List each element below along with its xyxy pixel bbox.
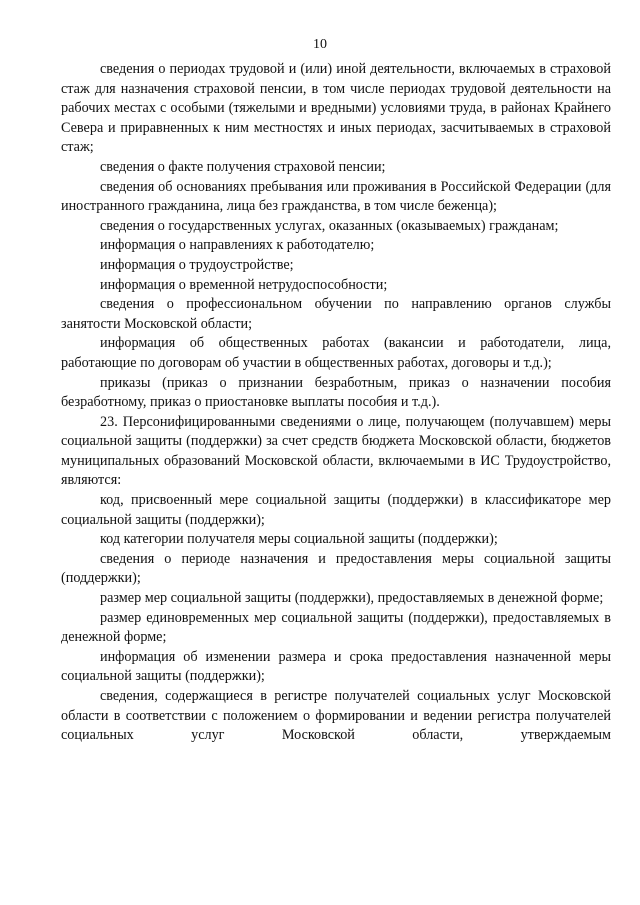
paragraph-orders: приказы (приказ о признании безработным, приказ о назначении пособия безработному, приказ о приостановке выплаты пособия и т.д.).	[61, 374, 611, 411]
paragraph-work-periods: сведения о периодах трудовой и (или) иной деятельности, включаемых в страховой стаж для назначения страховой пенсии, в том числе периодах трудовой деятельности на рабочих местах с особыми (тяжелыми и вредными) условиями труда, в районах Крайнего Севера и приравненных к ним местностях и иных периодах, засчитываемых в страховой стаж;	[61, 61, 611, 156]
paragraph-residence-grounds: сведения об основаниях пребывания или проживания в Российской Федерации (для иностранного гражданина, лица без гражданства, в том числе беженца);	[61, 178, 611, 215]
paragraph-professional-training: сведения о профессиональном обучении по направлению органов службы занятости Московской области;	[61, 296, 611, 332]
paragraph-social-services-register: сведения, содержащиеся в регистре получателей социальных услуг Московской области в соответствии с положением о формировании и ведении регистра получателей социальных услуг Московской области, утверждаемым	[61, 688, 611, 744]
paragraph-public-works: информация об общественных работах (вакансии и работодатели, лица, работающие по договорам об участии в общественных работах, договоры и т.д.);	[61, 335, 611, 371]
document-body	[61, 60, 611, 746]
paragraph-one-time-measures: размер единовременных мер социальной защиты (поддержки), предоставляемых в денежной форме;	[61, 609, 611, 646]
page-number: 10	[313, 37, 327, 52]
paragraph-state-services: сведения о государственных услугах, оказанных (оказываемых) гражданам;	[100, 217, 559, 234]
paragraph-measure-code: код, присвоенный мере социальной защиты (поддержки) в классификаторе мер социальной защиты (поддержки);	[61, 492, 611, 528]
paragraph-employer-referrals: информация о направлениях к работодателю;	[100, 237, 375, 254]
paragraph-pension-fact: сведения о факте получения страховой пенсии;	[100, 158, 386, 175]
paragraph-temporary-disability: информация о временной нетрудоспособности;	[100, 276, 388, 293]
paragraph-recipient-category-code: код категории получателя меры социальной защиты (поддержки);	[100, 531, 498, 548]
paragraph-measure-changes: информация об изменении размера и срока предоставления назначенной меры социальной защиты (поддержки);	[61, 648, 611, 685]
paragraph-section-23: 23. Персонифицированными сведениями о лице, получающем (получавшем) меры социальной защиты (поддержки) за счет средств бюджета Московской области, бюджетов муниципальных образований Московской области, включаемыми в ИС Трудоустройство, являются:	[61, 413, 611, 489]
paragraph-assignment-period: сведения о периоде назначения и предоставления меры социальной защиты (поддержки);	[61, 550, 611, 587]
paragraph-employment: информация о трудоустройстве;	[100, 256, 294, 273]
paragraph-monetary-measures: размер мер социальной защиты (поддержки), предоставляемых в денежной форме;	[100, 590, 604, 607]
